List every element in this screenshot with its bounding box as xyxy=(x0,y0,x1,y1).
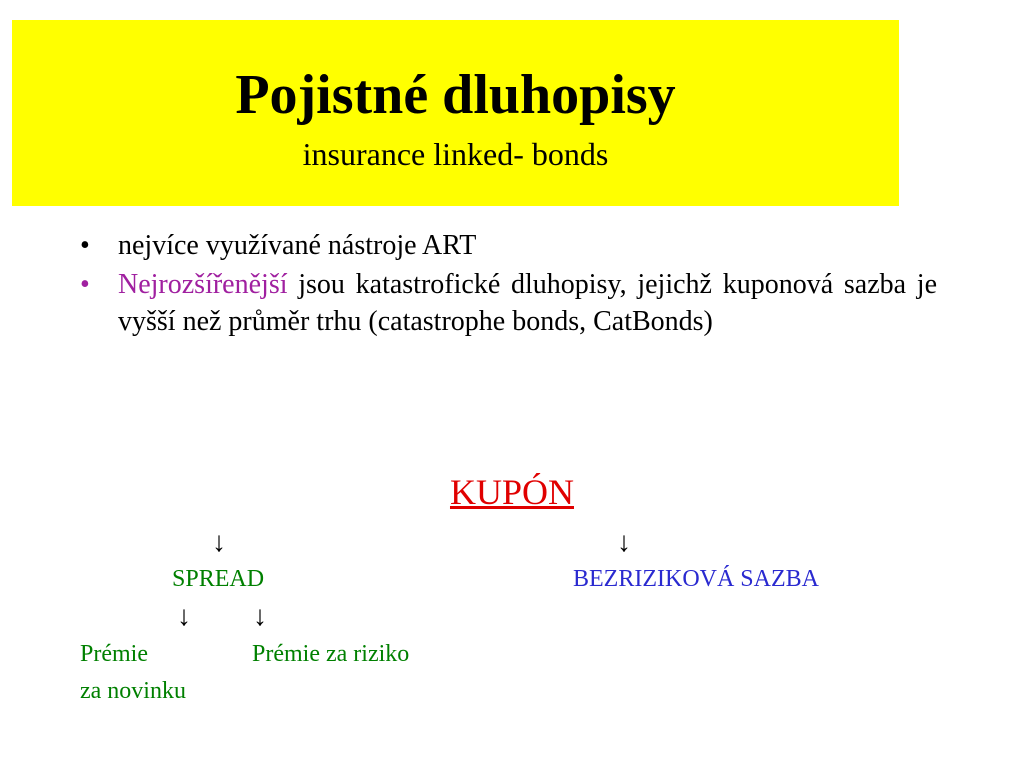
premium-new-label-line2: za novinku xyxy=(80,678,186,704)
bullet-text: nejvíce využívané nástroje ART xyxy=(118,230,477,261)
bullet-marker: • xyxy=(80,230,90,261)
slide-title: Pojistné dluhopisy xyxy=(235,64,676,126)
arrow-down-icon: ↓ xyxy=(177,601,191,632)
premium-new-label: Prémie xyxy=(80,641,148,667)
bullet-item xyxy=(80,266,937,340)
bullet-marker: • xyxy=(80,269,90,300)
risk-free-rate-label: BEZRIZIKOVÁ SAZBA xyxy=(573,566,819,592)
bullet-highlight: Nejrozšířenější xyxy=(118,269,288,300)
arrow-down-icon: ↓ xyxy=(617,527,631,558)
arrow-down-icon: ↓ xyxy=(253,601,267,632)
spread-label: SPREAD xyxy=(172,566,265,592)
title-box xyxy=(12,20,899,206)
slide-subtitle: insurance linked- bonds xyxy=(302,136,609,172)
premium-risk-label: Prémie za riziko xyxy=(252,641,410,667)
bullet-item xyxy=(80,227,937,264)
kupon-heading: KUPÓN xyxy=(449,472,574,512)
bullet-text: jsou katastrofické dluhopisy, jejichž kuponová sazba je vyšší než průměr trhu (catastrophe bonds, CatBonds) xyxy=(118,269,937,337)
bullet-list xyxy=(80,227,937,342)
arrow-down-icon: ↓ xyxy=(212,527,226,558)
